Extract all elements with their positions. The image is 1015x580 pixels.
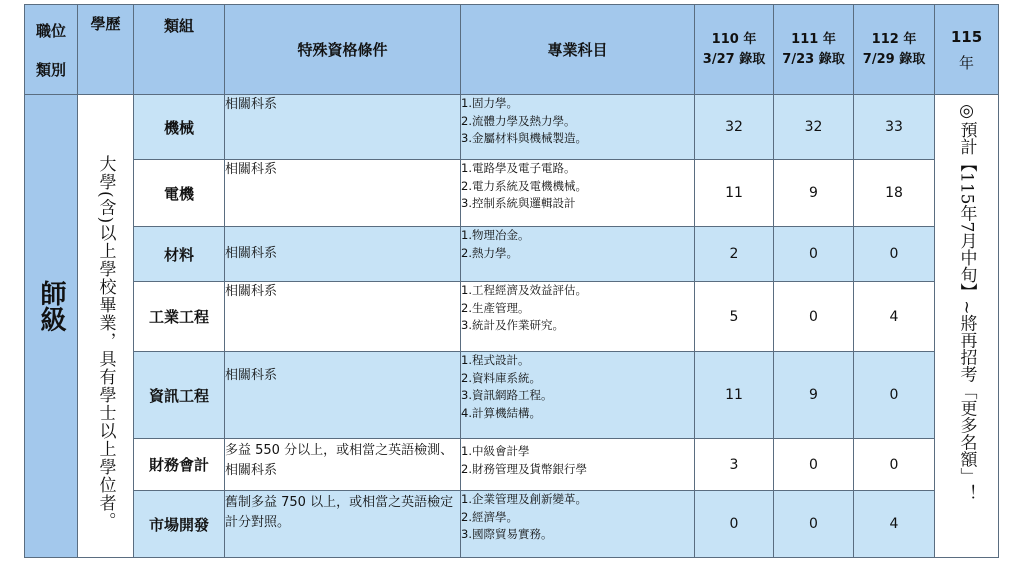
value-110: 32 xyxy=(695,95,774,160)
subjects-cell: 1.程式設計。 2.資料庫系統。 3.資訊網路工程。 4.計算機結構。 xyxy=(461,352,695,439)
group-cell: 工業工程 xyxy=(134,282,225,352)
subjects-cell: 1.工程經濟及效益評估。 2.生產管理。 3.統計及作業研究。 xyxy=(461,282,695,352)
header-group: 類組 xyxy=(134,5,225,95)
header-year-110: 110 年 3/27 錄取 xyxy=(695,5,774,95)
value-110: 2 xyxy=(695,227,774,282)
value-112: 4 xyxy=(854,491,935,558)
value-111: 0 xyxy=(774,439,854,491)
subjects-cell: 1.電路學及電子電路。 2.電力系統及電機機械。 3.控制系統與邏輯設計 xyxy=(461,160,695,227)
value-112: 0 xyxy=(854,227,935,282)
subjects-cell: 1.物理冶金。 2.熱力學。 xyxy=(461,227,695,282)
table-row xyxy=(25,160,999,227)
recruitment-table xyxy=(24,4,999,558)
value-110: 5 xyxy=(695,282,774,352)
value-112: 18 xyxy=(854,160,935,227)
value-111: 0 xyxy=(774,227,854,282)
group-cell: 資訊工程 xyxy=(134,352,225,439)
group-cell: 市場開發 xyxy=(134,491,225,558)
group-cell: 電機 xyxy=(134,160,225,227)
header-row xyxy=(25,5,999,95)
table-row xyxy=(25,282,999,352)
group-cell: 材料 xyxy=(134,227,225,282)
qualification-cell: 相關科系 xyxy=(225,352,461,439)
value-112: 33 xyxy=(854,95,935,160)
table-row xyxy=(25,352,999,439)
value-112: 0 xyxy=(854,352,935,439)
subjects-cell: 1.企業管理及創新變革。 2.經濟學。 3.國際貿易實務。 xyxy=(461,491,695,558)
header-position-category: 職位 類別 xyxy=(25,5,78,95)
value-110: 11 xyxy=(695,352,774,439)
value-110: 0 xyxy=(695,491,774,558)
subjects-cell: 1.固力學。 2.流體力學及熱力學。 3.金屬材料與機械製造。 xyxy=(461,95,695,160)
table-row xyxy=(25,95,999,160)
value-110: 11 xyxy=(695,160,774,227)
header-year-112: 112 年 7/29 錄取 xyxy=(854,5,935,95)
qualification-cell: 舊制多益 750 以上，或相當之英語檢定計分對照。 xyxy=(225,491,461,558)
table-row xyxy=(25,491,999,558)
header-education: 學歷 xyxy=(78,5,134,95)
header-special-qualifications: 特殊資格條件 xyxy=(225,5,461,95)
education-requirement: 大學(含)以上學校畢業，具有學士以上學位者。 xyxy=(95,155,116,531)
qualification-cell: 相關科系 xyxy=(225,160,461,227)
level-label: 師級 xyxy=(36,280,66,332)
value-111: 32 xyxy=(774,95,854,160)
value-111: 0 xyxy=(774,282,854,352)
header-year-115: 115 年 xyxy=(935,5,999,95)
header-year-111: 111 年 7/23 錄取 xyxy=(774,5,854,95)
header-professional-subjects: 專業科目 xyxy=(461,5,695,95)
qualification-cell: 相關科系 xyxy=(225,95,461,160)
level-cell xyxy=(25,95,78,558)
note-115: ◎預計【115年7月中旬】~將再招考「更多名額」！ xyxy=(956,101,977,502)
subjects-cell: 1.中級會計學 2.財務管理及貨幣銀行學 xyxy=(461,439,695,491)
qualification-cell: 相關科系 xyxy=(225,282,461,352)
value-110: 3 xyxy=(695,439,774,491)
value-111: 9 xyxy=(774,352,854,439)
qualification-cell: 多益 550 分以上，或相當之英語檢測、相關科系 xyxy=(225,439,461,491)
table-row xyxy=(25,439,999,491)
group-cell: 財務會計 xyxy=(134,439,225,491)
value-112: 0 xyxy=(854,439,935,491)
education-cell xyxy=(78,95,134,558)
table-row xyxy=(25,227,999,282)
group-cell: 機械 xyxy=(134,95,225,160)
qualification-cell: 相關科系 xyxy=(225,227,461,282)
value-112: 4 xyxy=(854,282,935,352)
value-111: 9 xyxy=(774,160,854,227)
note-115-cell xyxy=(935,95,999,558)
value-111: 0 xyxy=(774,491,854,558)
